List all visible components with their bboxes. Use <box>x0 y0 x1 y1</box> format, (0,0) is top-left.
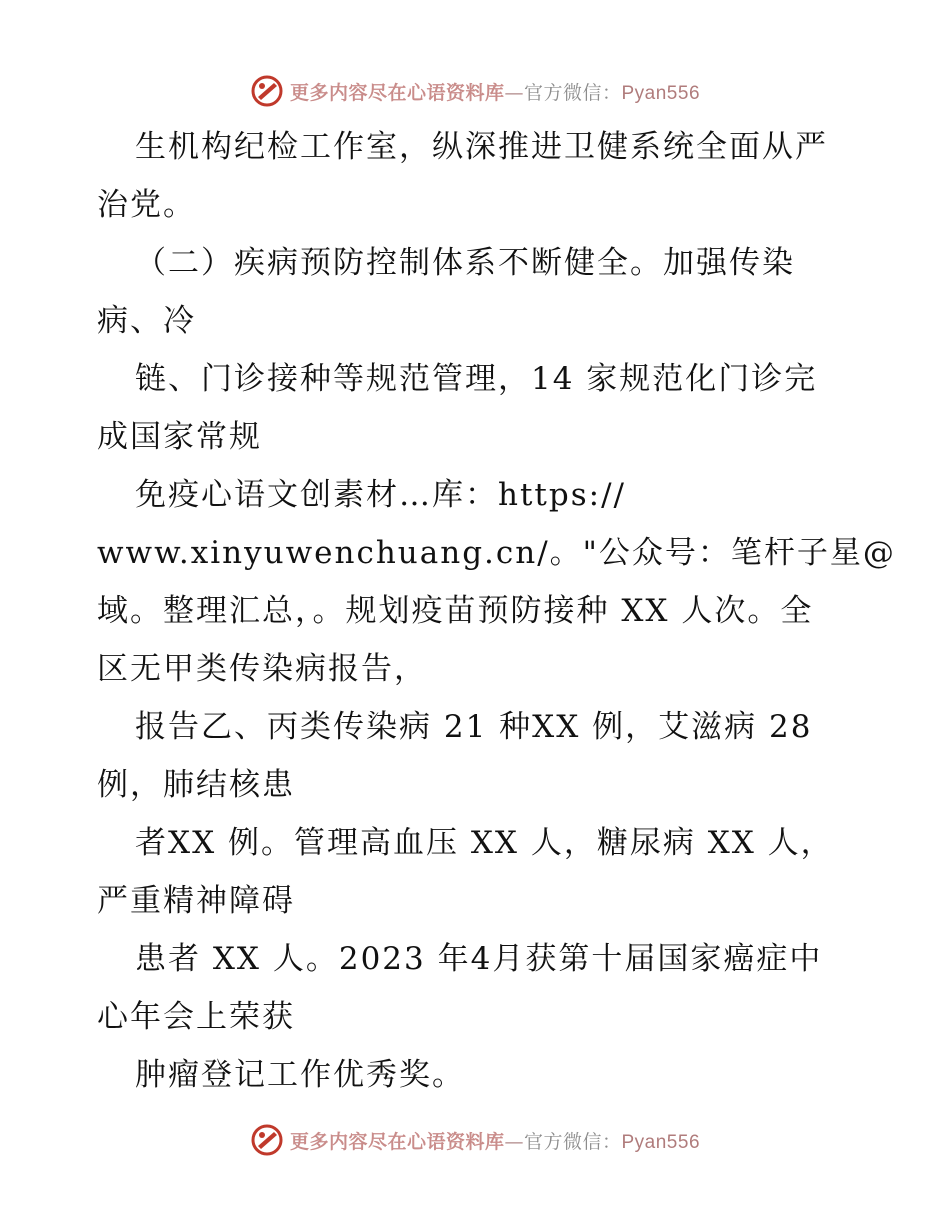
text-line: 者XX 例。管理高血压 XX 人，糖尿病 XX 人， <box>135 825 834 861</box>
text-line: 生机构纪检工作室，纵深推进卫健系统全面从严 <box>135 129 828 165</box>
text-line: www.xinyuwenchuang.cn/。"公众号：笔杆子星@ <box>97 535 896 571</box>
text-line: 区无甲类传染病报告， <box>97 651 427 687</box>
banner-dash: — <box>504 81 524 104</box>
text-line: 病、冷 <box>97 303 196 339</box>
banner-main-text: 更多内容尽在心语资料库 <box>289 81 505 104</box>
text-line: 域。整理汇总，。规划疫苗预防接种 XX 人次。全 <box>97 593 814 629</box>
text-line: （二）疾病预防控制体系不断健全。加强传染 <box>135 245 795 281</box>
footer-banner <box>0 1120 950 1160</box>
banner-official-label: 官方微信： <box>523 81 622 104</box>
text-line: 免疫心语文创素材…库：https:// <box>135 477 626 513</box>
banner-wechat-handle: Pyan556 <box>621 82 701 104</box>
text-line: 报告乙、丙类传染病 21 种XX 例，艾滋病 28 <box>135 709 813 745</box>
text-line: 心年会上荣获 <box>97 999 295 1035</box>
banner-dash: — <box>504 1130 524 1153</box>
text-line: 治党。 <box>97 187 196 223</box>
header-banner <box>0 71 950 111</box>
text-line: 患者 XX 人。2023 年4月获第十届国家癌症中 <box>135 941 823 977</box>
brand-logo-icon <box>250 1123 284 1157</box>
text-line: 链、门诊接种等规范管理，14 家规范化门诊完 <box>135 361 818 397</box>
brand-logo-icon <box>250 74 284 108</box>
text-line: 例，肺结核患 <box>97 767 295 803</box>
document-body <box>97 118 896 1104</box>
banner-wechat-handle: Pyan556 <box>621 1131 701 1153</box>
text-line: 严重精神障碍 <box>97 883 295 919</box>
banner-main-text: 更多内容尽在心语资料库 <box>289 1130 505 1153</box>
banner-official-label: 官方微信： <box>523 1130 622 1153</box>
text-line: 成国家常规 <box>97 419 262 455</box>
text-line: 肿瘤登记工作优秀奖。 <box>135 1057 465 1093</box>
